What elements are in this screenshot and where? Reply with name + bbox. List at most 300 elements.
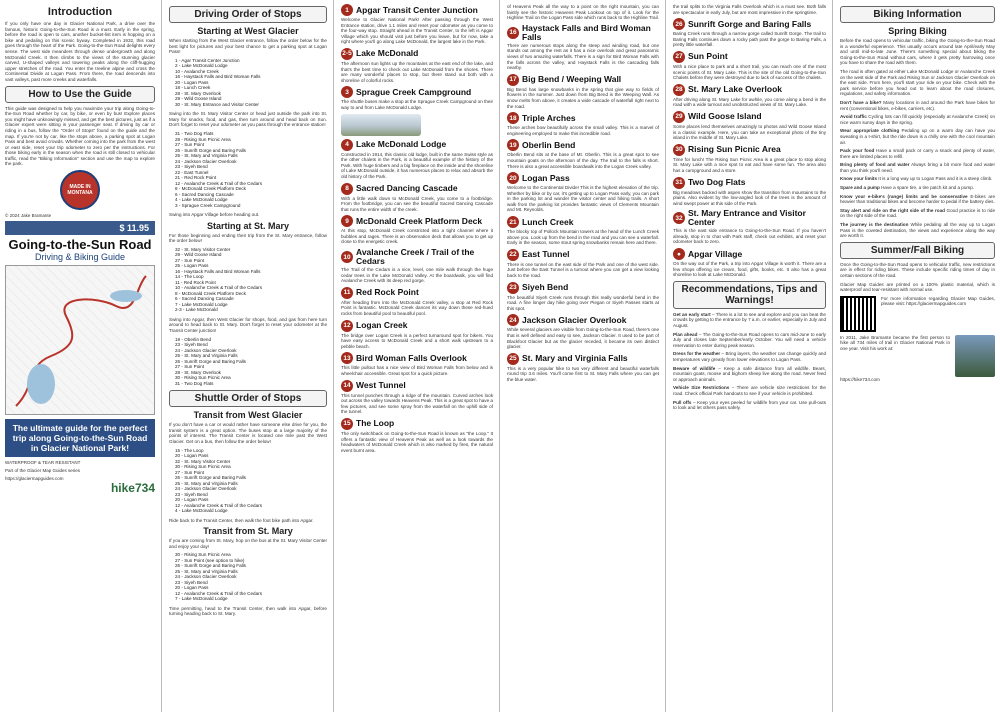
stop-text: The blocky top of Pollock Mountain towers at the head of the Lunch Creek above you. Look up from the bend in the road and you can see a waterfall. Early in the season, some stout spring snowbanks remain here and there. (507, 229, 659, 246)
rec-label: Beware of wildlife (673, 365, 716, 371)
column-intro (0, 0, 160, 712)
list-item: 23 - Siyeh Bend (175, 342, 208, 348)
list-item: 26 - Sunrift Gorge and Baring Falls (175, 147, 246, 153)
stop-number: 2-5 (341, 48, 353, 60)
list-item: 20 - Logan Pass (175, 497, 209, 502)
list-item: 20 - Logan Pass (175, 453, 209, 458)
stop-text: This tunnel punches through a ridge of the mountain. Curved arches look out across the valley towards Heavens Peak. This is a great spot to have a few pictures, and see some spray from the waterfall on the uphill side of the tunnel. (341, 392, 493, 415)
stop-card (673, 111, 826, 141)
apgar-icon: ● (673, 248, 685, 260)
list-item: 18 - Lunch Creek (175, 85, 211, 91)
stop-text: Oberlin Bend sits at the base of Mt. Oberlin. This is a great spot to see mountain goats on the afternoon of the day. The trail to the falls is short. There is also a great accessible boardwalk into the Logan Creek valley. (507, 152, 659, 169)
price: $ 11.95 (5, 221, 155, 235)
rec-item: Dress for the weather – Bring layers, the weather can change quickly and temperatures vary greatly from lower elevations to Logan Pass. (673, 351, 827, 362)
stop-text: The only switchback on Going-to-the-Sun Road is known as "the Loop." It offers a fantastic view of Heavens Peak as well as a look towards the headwaters of McDonald Creek which is also marked by fires, the natural event burnt area. (341, 430, 493, 453)
stop-card (341, 248, 493, 284)
stop-title: Apgar Village (688, 248, 743, 259)
stop-card (673, 18, 826, 48)
howto-text: This guide was designed to help you maximize your trip along Going-to-the-Sun Road whether by car, by bike, or even by bus! Explore places you might have unknowingly missed, and get the best pictures, just as if a Glacier expert were sitting in your passenger seat. If driving by car or riding in a bus, follow the "Order of Stops" found on the guide and the map. If you're not by car, like the stops above, a parking spot at Logan Pass and best avoid crowds. Whether coming into the park from the west or east side, reset your trip odometer to zero per the instructions. For those biking early in the season when the road is still closed to vehicular traffic, read the "Biking Information" section and use the map to explore the park. (5, 105, 155, 167)
stop-card (341, 287, 493, 317)
list-item: 26 - Sunrift Gorge and Baring Falls (175, 358, 246, 364)
stop-number: 1 (341, 4, 353, 16)
stop-text: There is one tunnel on the east side of the Park and one of the west side. Just before the East Tunnel is a turnout where you can get a view looking back to the road. (507, 261, 659, 279)
tip-item (840, 194, 995, 205)
rec-text: The Going-to-the-Sun Road opens to cars mid-June to early July and closes late September/early October. You will need a vehicle reservation to enter during peak season. (673, 331, 826, 348)
driving-title: Driving Order of Stops (169, 6, 327, 23)
west-end: Swing into Apgar Village before heading out. (169, 212, 260, 218)
list-item: 8 - McDonald Creek Platform Deck (175, 186, 246, 192)
list-item: 2 - Lake McDonald Lodge (175, 63, 228, 69)
stop-card (673, 177, 826, 207)
list-item: 16 - Haystack Falls and Bird Woman Falls (175, 268, 261, 274)
rec-item: Pull offs – Keep your eyes peeled for wildlife from your car. Use pull-outs to look and let others pass safely. (673, 399, 826, 411)
stop-title: Avalanche Creek / Trail of the Cedars (356, 247, 475, 267)
tip-label: Spare and a pump (840, 185, 880, 191)
stop-card (507, 112, 659, 136)
waterproof-note: WATERPROOF & TEAR RESISTANT (5, 460, 81, 466)
divider (665, 0, 666, 712)
stop-card (341, 380, 493, 415)
list-item: 24 - Jackson Glacier Overlook (175, 486, 237, 491)
stop-number: 4 (341, 139, 353, 151)
stop-card (341, 4, 493, 45)
stop-text: After driving along St. Mary Lake for awhile, you come along a bend in the road with a wide turnout and unobstructed views of St. Mary Lake. (673, 96, 826, 108)
stop-text: Constructed in 1914, this classic old lodge, built in the same Swiss style as the other chalets in the Park, is a beautiful example of the history of the Park. With huge timbers and a big fireplace on the inside and the shoreline of Lake McDonald outside, it has numerous places to relax and absorb the old history of the Park. (341, 151, 493, 179)
list-item: 31 - Two Dog Flats (175, 131, 214, 137)
list-item: 32 - St. Mary Visitor Center (175, 246, 231, 252)
stop-text: The afternoon sun lights up the mountains at the east end of the lake, and that's the best time to check out Lake McDonald from the shores. There are many wonderful places to stop, but there stand out both with a shoreline of colorful rocks. (341, 60, 493, 83)
intro-text: If you only have one day in Glacier National Park, a drive over the famous, historic Going-to-the-Sun Road is a must. Early in the spring, before the road is open to cars, another bucket-list item is hopping on a bike and pedaling on this scenic byway. Completed in 1932, this road goes through the heart of the Park. Going-to-the-Sun Road delights every sense. The west side meanders through dense undergrowth and along McDonald Creek. It then climbs to the views of the stunning glacier carved, U-shaped valleys and towering peaks along the cliff-hugging upper stretches of the road. You enter the treeline alpine and cross the Continental Divide at Logan Pass. From there, the road descends into vast valleys, past more creeks and waterfalls. (5, 21, 155, 82)
stop-card (673, 84, 826, 108)
stop-title: St. Mary and Virginia Falls (522, 353, 628, 364)
list-item: 8 - McDonald Creek Platform Deck (175, 290, 246, 296)
list-item: 23 - Siyeh Bend (175, 491, 208, 497)
stop-text: At this stop, McDonald Creek constricted into a tight channel where it bubbles and rages. There is an observation deck that allows you to get up close to the energetic creek. (341, 228, 493, 245)
stop-card (507, 24, 659, 71)
divider (161, 0, 162, 712)
tip-label: Know your e-bike's (range) limits and be conservative (840, 193, 968, 199)
stop-number: 31 (673, 177, 685, 189)
stop-text: There are numerous stops along the steep and winding road, but one stands out among the rest as it has a nice overlook and great panoramic views of two amazing waterfalls. There is a sign for Bird Woman Falls with the falls across the valley, and Haystack Falls is the cascading falls nearby. (507, 42, 659, 71)
list-item: 10 - Avalanche Creek & Trail of the Cedars (175, 285, 262, 291)
stop-text: This is a very popular hike to two very different and beautiful waterfalls round trip 3.6 miles. You'll come first to St. Mary Falls where you can get the blue water. (507, 365, 659, 382)
list-item: 32 - St. Mary Visitor Center (175, 458, 231, 464)
list-item: 4 - Lake McDonald Lodge (175, 197, 228, 203)
list-item: 23 - Siyeh Bend (175, 164, 208, 170)
tip-item (840, 208, 995, 219)
tip-item (840, 100, 995, 111)
list-item: 27 - Sun Point (see option to hike) (175, 557, 245, 563)
stop-title: Logan Pass (522, 172, 570, 183)
stop-text: After heading from into the McDonald Creek valley, a stop at Red Rock Point is fantastic. McDonald Creek dances its way down these red-hued rocks from beautiful pool to beautiful pool. (341, 299, 493, 317)
list-item: 27 - Sun Point (175, 364, 205, 370)
stop-number: 10 (341, 251, 353, 263)
stop-number: 14 (341, 380, 353, 392)
stop-text: While several glaciers are visible from Going-to-the-Sun Road, there's one that is well defined and easy to see, Jackson Glacier. It used to be part of Blackfoot Glacier but as the glacier receded, it became its own distinct glacier. (507, 327, 659, 350)
stop-title: Rising Sun Picnic Area (688, 144, 781, 155)
list-item: 24 - Jackson Glacier Overlook (175, 347, 237, 353)
tip-label: Avoid traffic (840, 114, 867, 120)
howto-title: How to Use the Guide (5, 86, 155, 103)
list-item: 27 - Sun Point (175, 142, 205, 148)
stop-title: Sprague Creek Campground (356, 86, 472, 97)
qr-code-icon (840, 296, 876, 332)
stop-title: Oberlin Bend (522, 139, 576, 150)
stop-title: East Tunnel (522, 249, 570, 260)
stop-number: 29 (673, 111, 685, 123)
column-biking (835, 0, 1000, 712)
east-reset: Swing into Apgar, then West Glacier for shops, food, and gas from here turn around to head back to St. Mary. Don't forget to reset your odometer at the Transit Center junction! (169, 316, 327, 334)
list-item: 2-3 - Lake McDonald (175, 307, 218, 313)
biking-title: Biking Information (840, 6, 995, 23)
list-item: 14 - The Loop (175, 274, 204, 280)
stop-text: These arches bow beautifully across the small valley. This is a marvel of engineering employed to make this incredible road. (507, 125, 659, 136)
shuttle-east-text: If you are coming from St. Mary, hop on the bus at the St. Mary Visitor Center and enjoy your day! (169, 538, 327, 549)
list-item: 7 - Lake McDonald Lodge (175, 596, 228, 602)
east-text: For those beginning and ending their trip from the St. Mary entrance, follow the order below! (169, 232, 327, 244)
rec-label: Get an early start (673, 311, 711, 317)
list-item: 12 - Avalanche Creek & Trail of the Cedars (175, 180, 262, 186)
stop-number: 15 (341, 418, 353, 430)
stop-number: 12 (341, 320, 353, 332)
column-stops-2 (502, 0, 664, 712)
lake-mcdonald (27, 364, 55, 404)
east-title: Starting at St. Mary (206, 220, 289, 231)
intro-title: Introduction (47, 6, 113, 18)
stop-title: Lunch Creek (522, 216, 574, 227)
divider (832, 0, 833, 712)
stop-number: 30 (673, 144, 685, 156)
stop-title: Jackson Glacier Overlook (522, 314, 627, 325)
stop-number: 20 (507, 172, 519, 184)
stop-text: Time for lunch! The Rising Sun Picnic Area is a great place to stop along St. Mary Lake with a nice spot to eat and have some fun. The area also has a campground and a store. (673, 156, 826, 173)
list-item: 25 - St. Mary and Virginia Falls (175, 568, 238, 574)
list-item: 20 - Logan Pass (175, 585, 209, 591)
stop-number: 24 (507, 314, 519, 326)
divider (499, 0, 500, 712)
west-stops (175, 58, 327, 108)
column-stops-1 (336, 0, 498, 712)
stop-number: 21 (507, 216, 519, 228)
stop-text: The bridge over Logan Creek is a perfect turnaround spot for bikers. You have easy access to McDonald Creek and a short walk upstream to a pebble beach. (341, 332, 493, 349)
stop-text: Some places lend themselves amazingly to photos and Wild Goose Island is a classic example. Here, you can take an exceptional photo of the tiny island in the middle of St. Mary Lake. (673, 123, 826, 141)
list-item: 28 - Rising Sun Picnic Area (175, 136, 231, 142)
stop-number: 32 (673, 212, 685, 224)
cover-title: Going-to-the-Sun Road (8, 237, 152, 253)
stop-card (507, 249, 659, 279)
stop-text: The shuttle buses make a stop at the Sprague Creek Campground on their way to and from Lake McDonald Lodge. (341, 99, 493, 110)
west-stops-return (175, 131, 327, 208)
stop-number: 26 (673, 18, 685, 30)
divider (333, 0, 334, 712)
stop-number: 28 (673, 84, 685, 96)
stop-card (507, 139, 659, 169)
rec-item: Get an early start – There is a lot to see and explore and you can beat the crowds by getting to the entrance by 7 a.m. or earlier, especially in July and August. (673, 311, 826, 329)
stop-card (507, 216, 659, 246)
rec-text: There is a lot to see and explore and you can beat the crowds by getting to the entrance by 7 a.m. or earlier, especially in July and August. (673, 311, 826, 329)
stop-text: This is the east side entrance to Going-to-the-Sun Road. If you haven't already, stop in to chat with Park staff, check out exhibits, and reset your odometer back to zero. (673, 228, 826, 245)
stop-text: With a nice place to park and a short trail, you can reach one of the most scenic points of St. Mary Lake. This is the site of the old Going-to-the-Sun Chalets before they were destroyed due to lack of success of the chalets. (673, 63, 826, 81)
stop-card (507, 314, 659, 349)
rec-label: Plan ahead (673, 331, 698, 337)
list-item: 29 - Wild Goose Island (175, 96, 222, 102)
info-row (840, 296, 995, 332)
tip-label: Don't have a bike? (840, 99, 882, 105)
stop-title: Red Rock Point (356, 287, 419, 298)
tip-label: The journey is the destination (840, 222, 909, 228)
tip-text: Always bring a bit more food and water than you think you'll need. (840, 162, 995, 173)
list-item: 30 - Rising Sun Picnic Area (175, 375, 231, 381)
tip-item (840, 114, 995, 125)
rec-item: Beware of wildlife – Keep a safe distance from all wildlife. Bears, mountain goats, moose and bighorn sheep live along the road. Never feed or approach animals. (673, 365, 826, 382)
tagline-banner: The ultimate guide for the perfect trip along Going-to-the-Sun Road in Glacier National Park! (5, 419, 155, 457)
rec-text: Keep a safe distance from all wildlife. Bears, mountain goats, moose and bighorn sheep live along the road. Never feed or approach animals. (673, 365, 826, 382)
list-item: 7 - Lake McDonald Lodge (175, 301, 228, 307)
stop-number: 16 (507, 27, 519, 39)
rec-text: Bring layers, the weather can change quickly and temperatures vary greatly from lower elevations to Logan Pass. (673, 351, 827, 362)
copyright: © 2024 Jake Bramante (5, 213, 52, 219)
list-item: 25 - St. Mary and Virginia Falls (175, 353, 238, 359)
list-item: 24 - Jackson Glacier Overlook (175, 158, 237, 164)
stop-card (673, 51, 826, 81)
list-item: 25 - Logan Pass (175, 263, 209, 269)
stop-number: 22 (507, 249, 519, 261)
tip-item (840, 176, 995, 182)
stop-title: Wild Goose Island (688, 111, 762, 122)
stop-title: Sunrift Gorge and Baring Falls (688, 18, 812, 29)
stop-text: On the way out of the Park, a trip into Apgar Village is worth it. There are a few shops offering ice cream, food, gifts, books, etc. It also has a great shoreline to look at Lake McDonald. (673, 261, 826, 278)
stop-card (341, 183, 493, 213)
stop-title: Sun Point (688, 51, 728, 62)
list-item: 19 - Oberlin Bend (175, 336, 212, 342)
list-item: 21 - Red Rock Point (175, 175, 217, 181)
stop-number: 17 (507, 74, 519, 86)
rec-text: Keep your eyes peeled for wildlife from your car. Use pull-outs to look and let others pass safely. (673, 399, 826, 411)
made-in-montana-badge: MADE IN MONTANA (60, 170, 100, 210)
stop-title: Apgar Transit Center Junction (356, 4, 478, 15)
stop-title: St. Mary Entrance and Visitor Center (688, 208, 806, 228)
series-note: Part of the Glacier Map Guides series (5, 468, 81, 474)
stop-title: Two Dog Flats (688, 177, 746, 187)
route-map (5, 265, 155, 415)
cover-subtitle: Driving & Biking Guide (34, 252, 126, 263)
stop-card (673, 144, 826, 174)
stop-text: Welcome to the Continental Divide! This is the highest elevation of the trip. Whether by bike or by car, it's getting up to Logan Pass early, you can park in the parking lot and wander the visitor center and hiking trails. A short walk from the parking lot provides fantastic views of Clements Mountain and Mt. Reynolds. (507, 185, 659, 213)
tip-item (840, 128, 995, 145)
stop-number: 13 (341, 352, 353, 364)
list-item: 16 - Haystack Falls and Bird Woman Falls (175, 74, 261, 80)
author-photo (955, 335, 995, 377)
shuttle-west-stops (175, 448, 327, 514)
spring-text: Before the road opens to vehicular traffic, biking the Going-to-the-Sun Road is a wonderful experience. This usually occurs around late April/early May and until mid-to-late June. There's something special about biking the Going-to-the-Sun Road without cars, where it gets pretty harrowing once you have to share the road with them. (840, 38, 995, 66)
stop-card (507, 172, 659, 213)
stop-text: Welcome to Glacier National Park! After passing through the West Entrance station, drive 1.1 miles and reset your odometer as you come to the four-way stop. Straight ahead is the Transit Center, to the left is Apgar Village which you should visit just before you leave, but for now, take a right where you'll go along Lake McDonald, the largest lake in the Park. (341, 17, 493, 45)
stop-card (507, 353, 659, 383)
list-item: 12 - Avalanche Creek & Trail of the Cedars (175, 590, 262, 596)
tip-text: Many locations in and around the Park have bikes for rent (conventional bikes, e-bikes, carriers, etc). (840, 99, 996, 111)
spring-text-2: The road is often gated at either Lake McDonald Lodge or Avalanche Creek on the west side of the Park and Rising Sun or Jackson Glacier Overlook on the east side. From here, you'll start your ride on your bike. Check with the park service before you head out to learn about the road closures, regulations, and safety information. (840, 68, 995, 97)
list-item: 29 - Wild Goose Island (175, 252, 222, 258)
stop-number: 9 (341, 215, 353, 227)
tip-item (840, 185, 995, 191)
stop-card (341, 418, 493, 453)
stop-card (341, 320, 493, 350)
list-item: 3 - Sprague Creek Campground (175, 202, 241, 208)
shuttle-west-end: Ride back to the Transit Center, then walk the foot bike path into Apgar. (169, 517, 314, 523)
list-item: 6 - Sacred Dancing Cascade (175, 191, 234, 197)
list-item: 26 - Sunrift Gorge and Baring Falls (175, 563, 246, 569)
guides-text: Glacier Map Guides are printed on a 100% plastic material, which is waterproof and tear-resistant with normal use. (840, 281, 995, 293)
stop-title: Lake McDonald Lodge (356, 139, 447, 150)
summer-title: Summer/Fall Biking (840, 242, 995, 259)
stop-text: Baring Creek runs through a narrow gorge called Sunrift Gorge. The trail to Baring Falls continues down a rocky path past the gorge to Baring Falls, a pretty little waterfall. (673, 31, 826, 48)
rec-label: Pull offs (673, 399, 692, 405)
list-item: 15 - The Loop (175, 447, 204, 453)
tip-text: While pedaling all the way up to Logan Pass is the coveted destination, the views and experience along the way are worth it. (840, 222, 995, 239)
west-text: When starting from the West Glacier entrance, follow the order below for the best light for pictures and your best chance to get a parking spot at Logan Pass! (169, 38, 327, 55)
stop-title: McDonald Creek Platform Deck (356, 215, 483, 226)
stop-card (341, 139, 493, 180)
list-item: 25 - St. Mary and Virginia Falls (175, 153, 238, 159)
author-url[interactable]: https://hike734.com (840, 376, 880, 382)
stop-number: 23 (507, 282, 519, 294)
list-item: 30 - Rising Sun Picnic Area (175, 552, 231, 558)
list-item: 28 - St. Mary Overlook (175, 369, 221, 375)
stop-number: 11 (341, 287, 353, 299)
tip-label: Wear appropriate clothing (840, 128, 900, 134)
continued-text: of Heavens Peak all the way to a point on the right mountain, you can faintly see the historic Heavens Peak Lookout on top of it. Look for the Highline Trail on the Logan Pass side which runs back to the Highline Trail. (507, 4, 659, 21)
list-item: 30 - St. Mary Entrance and Visitor Center (175, 101, 259, 107)
stop-title: Triple Arches (522, 112, 576, 123)
stop-card (341, 86, 493, 135)
series-url: https://glaciermapguides.com (5, 476, 64, 482)
stop-text: The Trail of the Cedars is a nice, level, one mile walk through the huge cedar trees in the Lake McDonald Valley. At the boardwalk, you will find Avalanche Creek with its deep red gorge. (341, 267, 493, 284)
list-item: 20 - Logan Pass (175, 79, 209, 85)
stop-text: With a little walk down to McDonald Creek, you come to a footbridge. From the footbridge, you can see the beautiful Sacred Dancing Cascade that runs the entire width of the creek. (341, 195, 493, 212)
tip-label: Know your limits (840, 176, 878, 182)
continued-text: the trail splits to the Virginia Falls Overlook which is a must see. Both falls are spectacular in early July, but are most impressive in the springtime. (673, 4, 826, 15)
stop-number: 27 (673, 51, 685, 63)
shuttle-west-title: Transit from West Glacier (193, 410, 303, 421)
stop-title: The Loop (356, 418, 395, 429)
list-item: 25 - St. Mary and Virginia Falls (175, 480, 238, 486)
stop-number: 18 (507, 112, 519, 124)
column-stops-3 (668, 0, 831, 712)
tip-text: Have a spare tire, a tire patch kit and a pump. (881, 185, 975, 191)
list-item: 31 - Two Dog Flats (175, 380, 214, 386)
tip-text: Cycling lots can fill quickly (especially at Avalanche Creek) on nice warm sunny days in the spring. (840, 114, 995, 125)
stop-number: 8 (341, 183, 353, 195)
tip-label: Bring plenty of food and water (840, 162, 910, 168)
lodge-illustration (341, 114, 421, 136)
list-item: 4 - Lake McDonald Lodge (175, 508, 228, 513)
list-item: 30 - Rising Sun Picnic Area (175, 464, 231, 469)
summer-text: Once the Going-to-the-Sun Road opens to vehicular traffic, new restrictions are in effect for riding bikes. These include specific riding times of day in certain sections of the road. (840, 261, 995, 278)
stop-text: This little pullout has a nice view of Bird Woman Falls from below and is wheelchair accessible. Great spot for a quick picture. (341, 365, 493, 376)
tip-label: Pack your food (840, 148, 875, 154)
rec-label: Dress for the weather (673, 351, 721, 357)
list-item: 11 - Red Rock Point (175, 279, 216, 285)
shuttle-east-stops (175, 552, 327, 602)
tip-label: Stay alert and ride on the right side of the road (840, 207, 945, 213)
stop-title: Siyeh Bend (522, 282, 569, 293)
author-text: In 2011, Jake Bramante became the first person to hike all 734 miles of trail in Glacier National Park in one year. Visit his work at: (840, 334, 950, 351)
stop-card (341, 352, 493, 376)
list-item: 27 - Sun Point (175, 469, 205, 475)
author-row (840, 335, 995, 377)
shuttle-title: Shuttle Order of Stops (169, 390, 327, 407)
list-item: 26 - Sunrift Gorge and Baring Falls (175, 475, 246, 480)
stop-number: 3 (341, 86, 353, 98)
recs-title: Recommendations, Tips and Warnings! (673, 281, 826, 309)
list-item: 1 - Agar Transit Center Junction (175, 57, 240, 63)
stop-number: 25 (507, 353, 519, 365)
rec-label: Vehicle Size Restrictions (673, 385, 730, 391)
stop-text: Big meadows backed with aspen show the transition from mountains to the plains. Also evident by the low-angled look of the trees is the amount of wind swept power at this side of the Park. (673, 189, 826, 206)
list-item: 28 - St. Mary Overlook (175, 90, 221, 96)
list-item: 27 - Sun Point (175, 257, 205, 263)
shuttle-east-end: Time permitting, head to the Transit Center, then walk into Apgar, before turning heading back to St. Mary. (169, 605, 327, 617)
west-title: Starting at West Glacier (197, 26, 299, 36)
tip-text: It is a long way up to Logan Pass and it is a steep climb. (878, 176, 993, 182)
stop-card (341, 215, 493, 245)
tip-text: Have a small pack or carry a snack and plenty of water, there are limited places to refill. (840, 148, 995, 159)
stop-title: St. Mary Lake Overlook (688, 84, 783, 95)
stop-title: Big Bend / Weeping Wall (522, 74, 622, 85)
rec-text: There are vehicle size restrictions for the road. Check official Park handouts to see if your vehicle is prohibited. (673, 385, 826, 396)
stop-text: The beautiful Siyeh Creek runs through this really wonderful bend in the road. A fine longer day hike going over Piegan or Siyeh Passes starts at this spot. (507, 294, 659, 311)
stop-title: West Tunnel (356, 380, 406, 391)
route-map-drawing (6, 266, 154, 414)
east-stops-return (175, 337, 327, 387)
stop-card (507, 282, 659, 312)
hike734-logo: hike734 (110, 481, 155, 496)
column-order (164, 0, 332, 712)
stop-card (507, 74, 659, 109)
list-item: 12 - Avalanche Creek & Trail of the Cedars (175, 502, 262, 508)
stop-title: Sacred Dancing Cascade (356, 183, 458, 193)
spring-title: Spring Biking (888, 26, 947, 36)
tip-text: E-bikes are heavier than traditional bikes and become harder to pedal if the battery dies. (840, 193, 996, 205)
list-item: 6 - Sacred Dancing Cascade (175, 296, 234, 302)
stop-title: Lake McDonald (356, 48, 419, 59)
list-item: 10 - Avalanche Creek (175, 68, 219, 74)
list-item: 24 - Jackson Glacier Overlook (175, 574, 237, 580)
stop-card (673, 209, 826, 245)
stop-card (673, 248, 826, 278)
stop-card (341, 48, 493, 83)
st-mary-lake (110, 290, 142, 302)
stop-title: Haystack Falls and Bird Woman Falls (522, 22, 651, 42)
shuttle-east-title: Transit from St. Mary (203, 526, 293, 537)
stop-title: Logan Creek (356, 320, 408, 331)
rec-item: Vehicle Size Restrictions – There are vehicle size restrictions for the road. Check official Park handouts to see if your vehicle is prohibited. (673, 385, 826, 396)
stop-text: Big Bend has large snowbanks in the spring that give way to fields of flowers in the summer. Just down from Big Bend is the Weeping Wall. As snow melts from above, it creates a wide cascade of waterfall right next to the road. (507, 86, 659, 109)
tip-item (840, 148, 995, 159)
stop-title: Bird Woman Falls Overlook (356, 352, 467, 363)
more-info: For more information regarding Glacier Map Guides, please visit: https://glaciermapguides.com (881, 295, 995, 307)
tip-item (840, 222, 995, 239)
tip-item (840, 162, 995, 173)
stop-number: 19 (507, 139, 519, 151)
tip-text: Pedaling up on a warm day can have you sweating in a t-shirt, but the ride down is a chilly one with the cool mountain air. (840, 128, 995, 145)
list-item: 22 - East Tunnel (175, 169, 209, 175)
rec-item: Plan ahead – The Going-to-the-Sun Road opens to cars mid-June to early July and closes late September/early October. You will need a vehicle reservation to enter during peak season. (673, 331, 826, 348)
east-stops (175, 247, 327, 313)
west-reset: Swing into the St. Mary Visitor Center or head just outside the park into St. Mary for snacks, food, and gas, then turn around and head back on Sun. Don't forget to reset your odometer as you pass through the entrance station! (169, 111, 327, 128)
list-item: 23 - Siyeh Bend (175, 579, 208, 585)
tip-text: Good practice is to ride on the right side of the road. (840, 207, 996, 219)
